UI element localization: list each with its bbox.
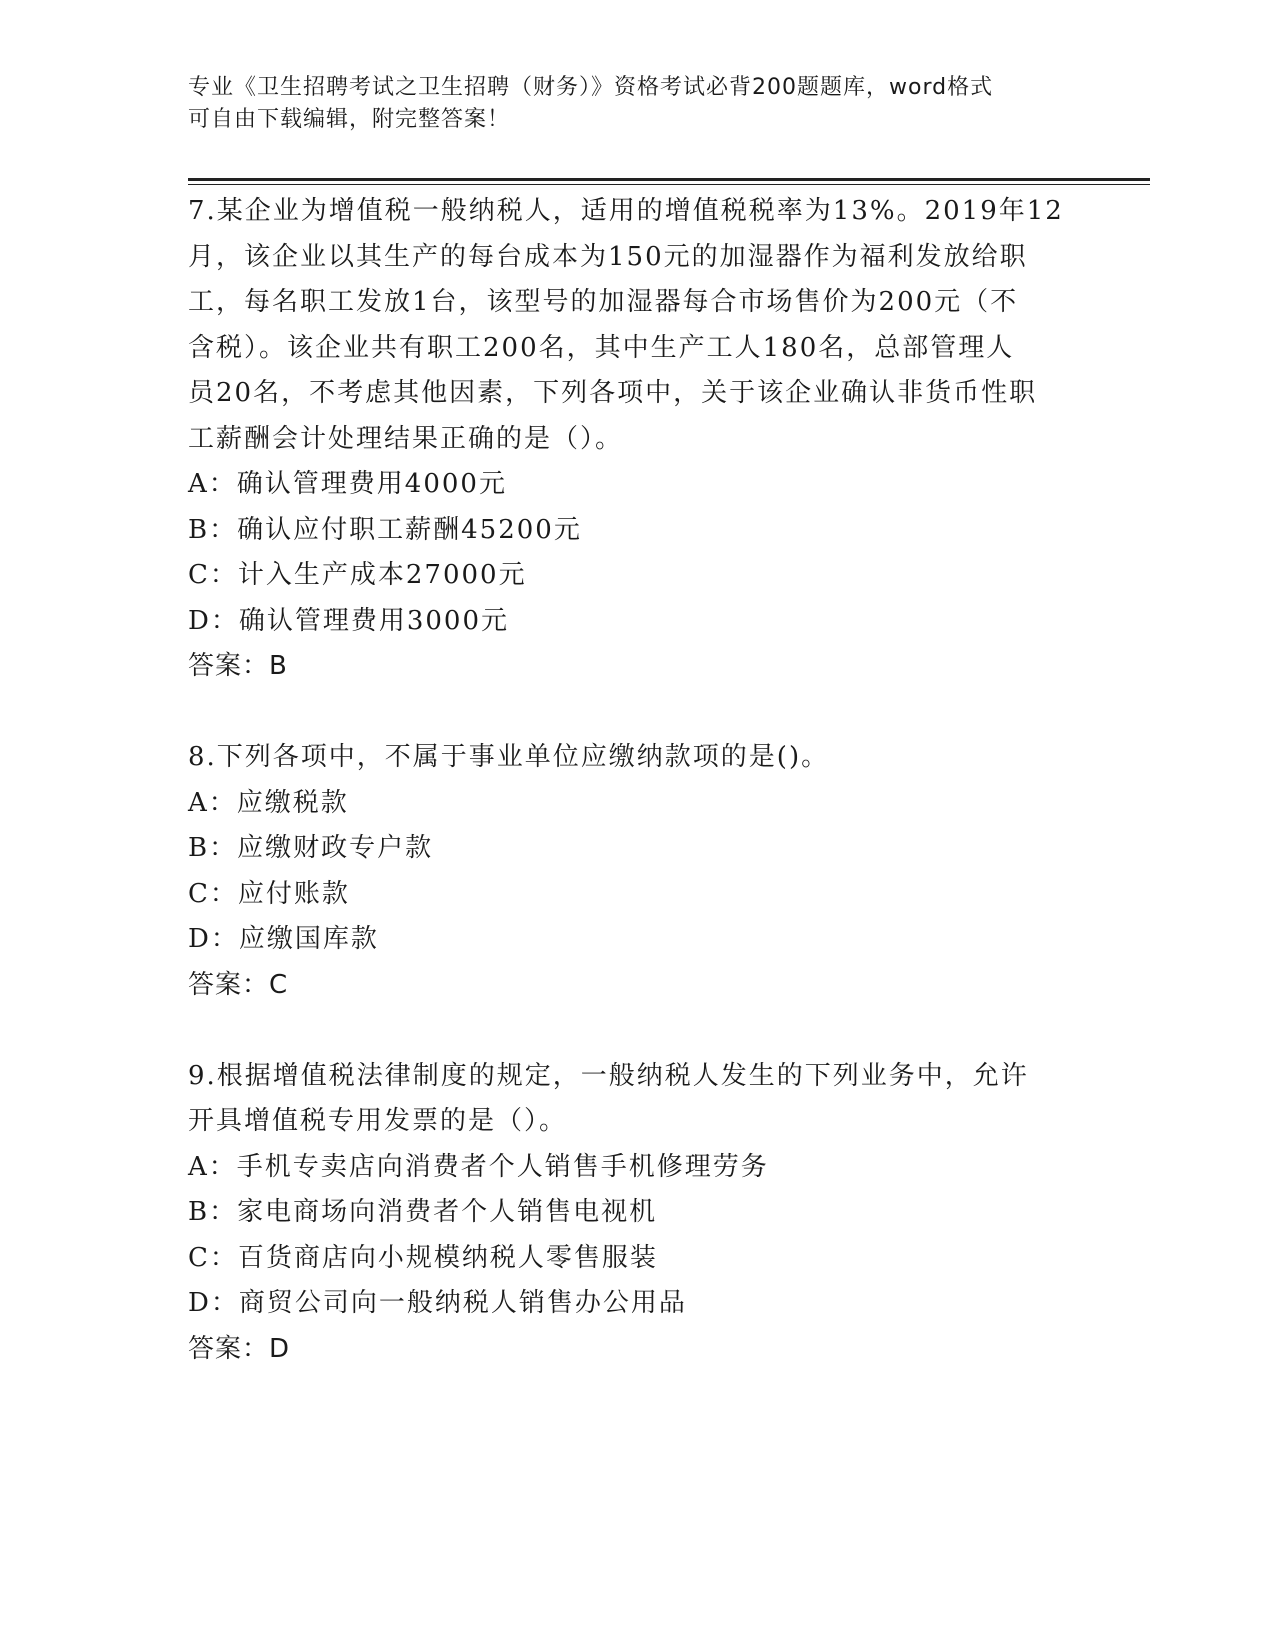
header-divider-thin bbox=[188, 184, 1150, 185]
question-stem-line: 8.下列各项中，不属于事业单位应缴纳款项的是()。 bbox=[188, 742, 830, 772]
answer-label: 答案：D bbox=[188, 1333, 291, 1364]
option-d: D：应缴国库款 bbox=[188, 924, 379, 954]
question-stem-line: 9.根据增值税法律制度的规定，一般纳税人发生的下列业务中，允许 bbox=[188, 1060, 1029, 1091]
option-b: B：应缴财政专户款 bbox=[188, 833, 434, 863]
option-d: D：确认管理费用3000元 bbox=[188, 605, 510, 636]
option-d: D：商贸公司向一般纳税人销售办公用品 bbox=[188, 1288, 687, 1318]
question-stem-line: 员20名，不考虑其他因素，下列各项中，关于该企业确认非货币性职 bbox=[188, 378, 1038, 408]
answer-label: 答案：B bbox=[188, 651, 288, 681]
option-c: C：计入生产成本27000元 bbox=[188, 560, 527, 590]
question-spacer bbox=[188, 690, 1088, 736]
option-a: A：手机专卖店向消费者个人销售手机修理劳务 bbox=[188, 1151, 769, 1182]
question-spacer bbox=[188, 1008, 1088, 1054]
option-a: A：应缴税款 bbox=[188, 787, 349, 818]
option-b: B：家电商场向消费者个人销售电视机 bbox=[188, 1197, 658, 1227]
question-stem-line: 工，每名职工发放1台，该型号的加湿器每合市场售价为200元（不 bbox=[188, 287, 1019, 317]
option-b: B：确认应付职工薪酬45200元 bbox=[188, 514, 582, 545]
question-stem-line: 含税）。该企业共有职工200名，其中生产工人180名，总部管理人 bbox=[188, 332, 1015, 363]
header-divider-thick bbox=[188, 178, 1150, 181]
option-c: C：百货商店向小规模纳税人零售服装 bbox=[188, 1242, 658, 1273]
answer-label: 答案：C bbox=[188, 969, 289, 1000]
question-stem-line: 月，该企业以其生产的每台成本为150元的加湿器作为福利发放给职 bbox=[188, 241, 1028, 272]
option-c: C：应付账款 bbox=[188, 878, 350, 909]
header-line: 可自由下载编辑，附完整答案！ bbox=[188, 107, 511, 132]
header-line: 专业《卫生招聘考试之卫生招聘（财务）》资格考试必背200题题库，word格式 bbox=[188, 75, 994, 100]
question-8 bbox=[188, 735, 1088, 1008]
question-stem-line: 工薪酬会计处理结果正确的是（）。 bbox=[188, 423, 624, 454]
question-stem-line: 开具增值税专用发票的是（）。 bbox=[188, 1106, 568, 1136]
question-stem-line: 7.某企业为增值税一般纳税人，适用的增值税税率为13%。2019年12 bbox=[188, 196, 1064, 226]
question-list bbox=[188, 189, 1088, 1372]
question-9 bbox=[188, 1054, 1088, 1373]
option-a: A：确认管理费用4000元 bbox=[188, 469, 507, 499]
question-7 bbox=[188, 189, 1088, 690]
document-header bbox=[188, 72, 1088, 136]
